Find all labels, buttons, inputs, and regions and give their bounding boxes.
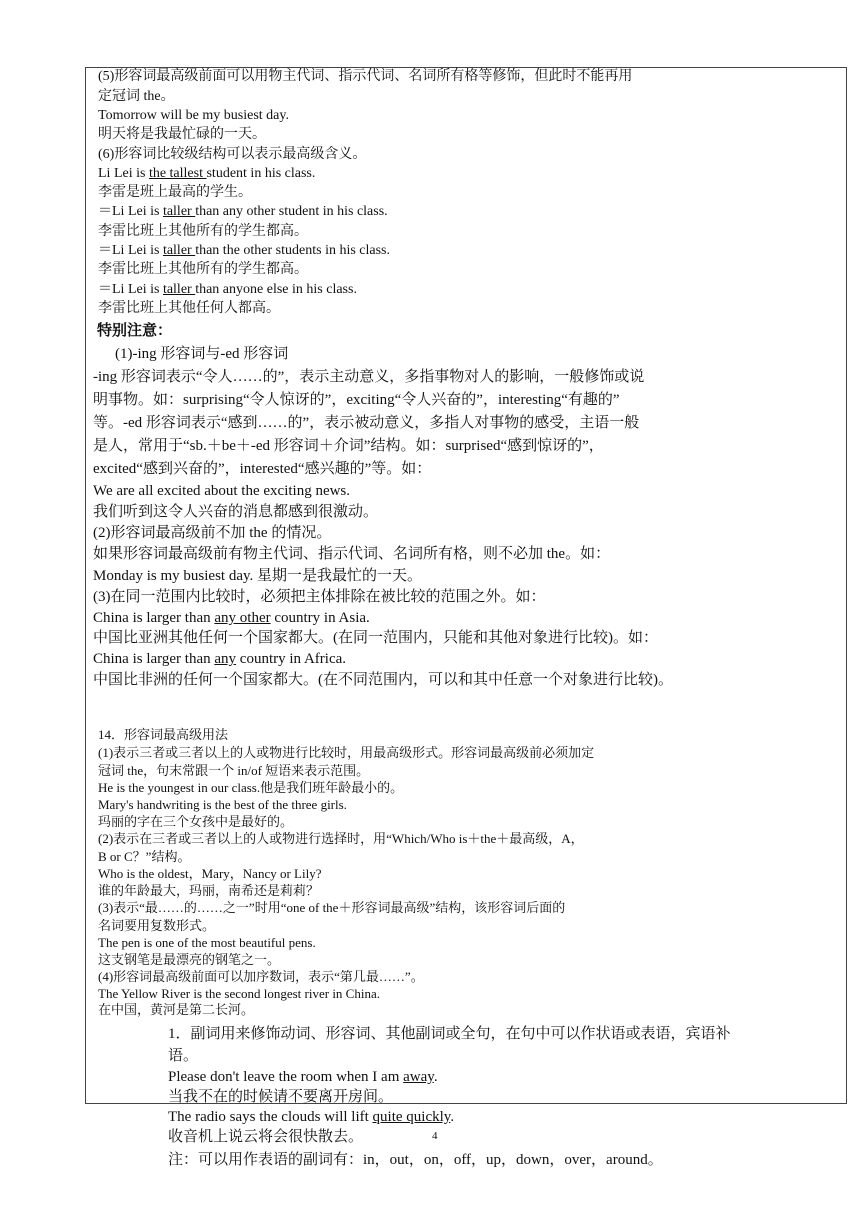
text-line: 李雷是班上最高的学生。 <box>98 185 252 200</box>
text-line: 玛丽的字在三个女孩中是最好的。 <box>98 814 294 829</box>
text-line: Who is the oldest，Mary，Nancy or Lily? <box>98 866 322 881</box>
text-line: China is larger than any other country in Asia. <box>93 610 370 626</box>
text-line: 定冠词 the。 <box>98 89 175 104</box>
text-line: We are all excited about the exciting news. <box>93 483 351 499</box>
text-line: (1)表示三者或三者以上的人或物进行比较时，用最高级形式。形容词最高级前必须加定 <box>98 745 595 760</box>
text-line: 名词要用复数形式。 <box>98 918 216 933</box>
text-line: 谁的年龄最大，玛丽，南希还是莉莉？ <box>98 883 320 898</box>
text-line: 如果形容词最高级前有物主代词、指示代词、名词所有格，则不必加 the。如： <box>93 546 611 562</box>
text-line: 李雷比班上其他所有的学生都高。 <box>98 224 308 239</box>
text-line: Li Lei is the tallest student in his class. <box>98 166 316 181</box>
section-heading: 14．形容词最高级用法 <box>98 727 229 742</box>
text-line: 当我不在的时候请不要离开房间。 <box>168 1089 394 1105</box>
text-line: The radio says the clouds will lift quite quickly. <box>168 1109 455 1125</box>
text-line: ＝Li Lei is taller than any other student in his class. <box>98 204 388 219</box>
text-line: (2)表示在三者或三者以上的人或物进行选择时，用“Which/Who is＋the＋最高级，A， <box>98 831 584 846</box>
text-line: 李雷比班上其他所有的学生都高。 <box>98 262 308 277</box>
text-line: 1．副词用来修饰动词、形容词、其他副词或全句，在句中可以作状语或表语，宾语补 <box>168 1026 731 1042</box>
text-line: 语。 <box>168 1048 199 1064</box>
text-line: 等。-ed 形容词表示“感到……的”，表示被动意义，多指人对事物的感受，主语一般 <box>93 415 640 431</box>
text-line: He is the youngest in our class.他是我们班年龄最小的。 <box>98 780 404 795</box>
text-line: Mary's handwriting is the best of the three girls. <box>98 797 347 812</box>
text-line: (6)形容词比较级结构可以表示最高级含义。 <box>98 147 367 162</box>
text-line: 明事物。如：surprising“令人惊讶的”，exciting“令人兴奋的”，interesting“有趣的” <box>93 392 620 408</box>
text-line: ＝Li Lei is taller than anyone else in his class. <box>98 282 357 297</box>
note-heading: 特别注意： <box>97 321 173 339</box>
page-number: 4 <box>432 1130 438 1142</box>
text-line: The pen is one of the most beautiful pens. <box>98 935 316 950</box>
text-line: (5)形容词最高级前面可以用物主代词、指示代词、名词所有格等修饰，但此时不能再用 <box>98 69 633 84</box>
text-line: (4)形容词最高级前面可以加序数词，表示“第几最……”。 <box>98 969 424 984</box>
text-line: excited“感到兴奋的”，interested“感兴趣的”等。如： <box>93 461 432 477</box>
text-line: (1)-ing 形容词与-ed 形容词 <box>115 346 289 362</box>
text-line: Monday is my busiest day. 星期一是我最忙的一天。 <box>93 568 423 584</box>
text-line: (3)在同一范围内比较时，必须把主体排除在被比较的范围之外。如： <box>93 589 546 605</box>
text-line: 中国比非洲的任何一个国家都大。(在不同范围内，可以和其中任意一个对象进行比较)。 <box>93 672 673 688</box>
text-line: 注：可以用作表语的副词有：in，out，on，off，up，down，over，around。 <box>168 1152 663 1168</box>
text-line: 在中国，黄河是第二长河。 <box>98 1002 255 1017</box>
text-line: 收音机上说云将会很快散去。 <box>168 1129 364 1145</box>
text-line: 我们听到这令人兴奋的消息都感到很激动。 <box>93 504 379 520</box>
text-line: 中国比亚洲其他任何一个国家都大。(在同一范围内，只能和其他对象进行比较)。如： <box>93 630 658 646</box>
text-line: Tomorrow will be my busiest day. <box>98 108 289 123</box>
text-line: B or C？”结构。 <box>98 849 191 864</box>
text-line: Please don't leave the room when I am away. <box>168 1069 438 1085</box>
text-line: 这支钢笔是最漂亮的钢笔之一。 <box>98 952 281 967</box>
text-line: China is larger than any country in Africa. <box>93 651 347 667</box>
text-line: -ing 形容词表示“令人……的”，表示主动意义，多指事物对人的影响，一般修饰或说 <box>93 369 645 385</box>
text-line: (3)表示“最……的……之一”时用“one of the＋形容词最高级”结构，该形容词后面的 <box>98 900 566 915</box>
text-line: 是人，常用于“sb.＋be＋-ed 形容词＋介词”结构。如：surprised“感到惊讶的”， <box>93 438 604 454</box>
text-line: 冠词 the，句末常跟一个 in/of 短语来表示范围。 <box>98 763 370 778</box>
text-line: The Yellow River is the second longest river in China. <box>98 986 380 1001</box>
text-line: (2)形容词最高级前不加 the 的情况。 <box>93 525 332 541</box>
text-line: ＝Li Lei is taller than the other students in his class. <box>98 243 391 258</box>
text-line: 李雷比班上其他任何人都高。 <box>98 301 280 316</box>
text-line: 明天将是我最忙碌的一天。 <box>98 127 266 142</box>
